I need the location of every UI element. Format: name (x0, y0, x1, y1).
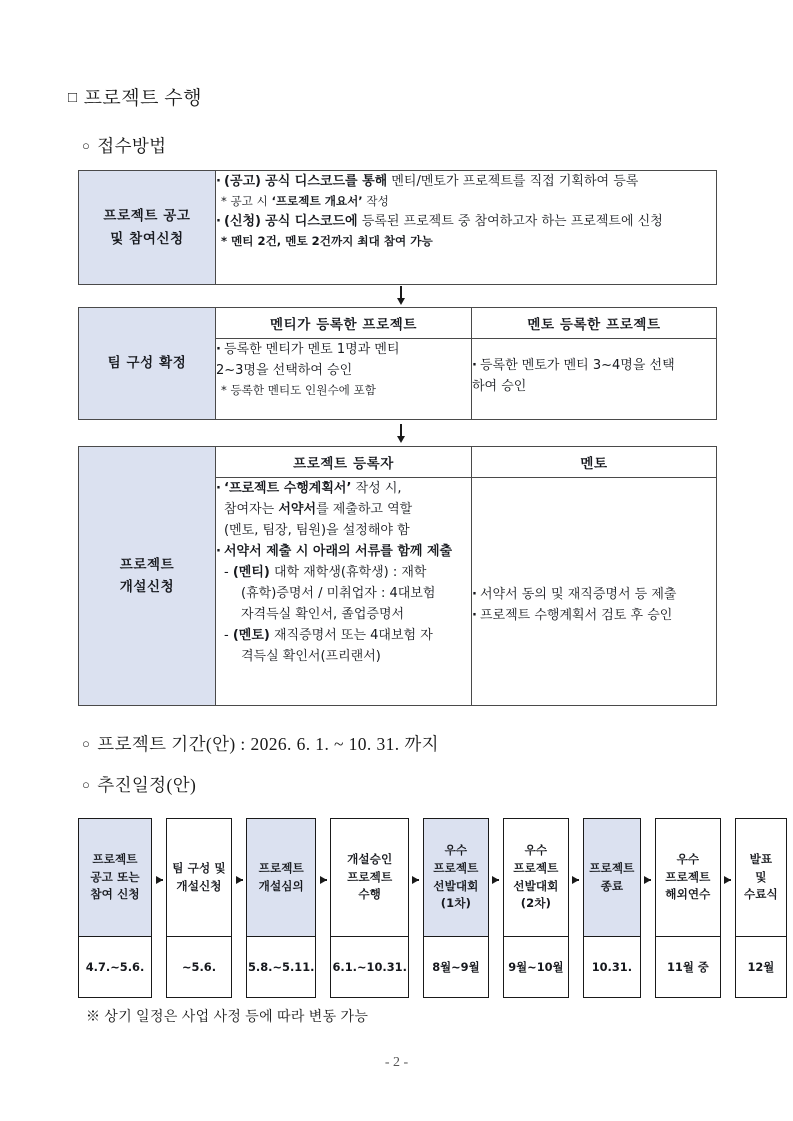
row-header-line2: 개설신청 (119, 579, 175, 595)
label-line: 수료식 (743, 887, 778, 902)
arrow-head-icon (492, 876, 499, 884)
mentee-tag: (멘티) (232, 565, 270, 581)
timeline-step-label (79, 819, 151, 937)
arrow-head-icon (156, 876, 163, 884)
page-number: - 2 - (384, 1055, 409, 1070)
heading-receipt-method (82, 133, 167, 158)
timeline-step-7 (583, 818, 641, 998)
label-line: 프로젝트 (347, 869, 393, 884)
heading-schedule-text: 추진일정(안) (97, 775, 197, 795)
announcement-tag-1: (공고) (224, 174, 261, 189)
mentor-doc-1: 재직증명서 또는 4대보험 자 (269, 628, 433, 644)
mentee-doc-2: (휴학)증명서 / 미취업자 : 4대보험 (241, 586, 436, 602)
label-line: 프로젝트 (433, 860, 479, 875)
row-header-line1: 프로젝트 (119, 556, 175, 573)
label-line: 발표 (749, 852, 773, 867)
mentor-doc-2: 격득실 확인서(프리랜서) (241, 649, 381, 665)
col-header-mentor-project: 멘토 등록한 프로젝트 (472, 308, 717, 339)
note-bold-1: ‘프로젝트 개요서’ (271, 194, 363, 209)
timeline-step-date: 10.31. (584, 937, 640, 997)
timeline-step-label (331, 819, 407, 937)
announcement-rest-1: 멘티/멘토가 프로젝트를 직접 기획하여 등록 (391, 174, 639, 189)
timeline-arrow-right-icon (232, 790, 246, 970)
label-line: 개설심의 (258, 878, 304, 893)
table-project-opening (78, 446, 717, 706)
cell-mentee-registered (216, 339, 472, 420)
timeline-step-5 (423, 818, 489, 998)
note-suffix-1: 작성 (362, 194, 389, 209)
flow-arrow-down-2 (395, 424, 407, 444)
label-line: 종료 (600, 878, 624, 893)
timeline-step-date: 11월 중 (656, 937, 720, 997)
cell-registrant-duties (216, 478, 472, 706)
timeline-step-label (424, 819, 488, 937)
timeline-step-label-text (347, 851, 392, 904)
timeline-arrow-right-icon (569, 790, 583, 970)
label-line: (1차) (440, 896, 472, 911)
heading-project-period (82, 731, 439, 756)
plan-doc-name: ‘프로젝트 수행계획서’ (224, 481, 352, 496)
timeline-step-label (504, 819, 568, 937)
col-header-registrant: 프로젝트 등록자 (216, 447, 472, 478)
mentor-tag: (멘토) (232, 628, 270, 644)
timeline-step-label-text (744, 851, 778, 904)
row-header-announcement (79, 171, 216, 285)
label-line: 프로젝트 (513, 860, 559, 875)
label-line: 개설신청 (176, 878, 222, 893)
table-project-announcement (78, 170, 717, 285)
arrow-head-icon (397, 298, 405, 305)
timeline-step-date: 4.7.~5.6. (79, 937, 151, 997)
heading-schedule (82, 772, 196, 797)
timeline-step-date: 8월~9월 (424, 937, 488, 997)
timeline-step-label-text (433, 842, 478, 912)
announcement-note-1 (216, 192, 716, 211)
timeline-step-label-text (90, 851, 139, 904)
mentor-duty-2: · 프로젝트 수행계획서 검토 후 승인 (472, 605, 716, 626)
label-line: 프로젝트 (589, 860, 635, 875)
timeline-arrow-right-icon (641, 790, 655, 970)
pledge-suffix: 를 제출하고 역할 (316, 502, 413, 518)
label-line: 프로젝트 (92, 852, 138, 867)
timeline-step-6 (503, 818, 569, 998)
timeline-step-label (167, 819, 231, 937)
heading-period-text: 프로젝트 기간(안) : 2026. 6. 1. ~ 10. 31. 까지 (97, 734, 439, 754)
label-line: 선발대회 (433, 878, 479, 893)
label-line: 우수 (444, 843, 468, 858)
row-header-line1: 프로젝트 공고 (103, 208, 191, 225)
announcement-rest-2: 등록된 프로젝트 중 참여하고자 하는 프로젝트에 신청 (361, 213, 663, 229)
pledge-bold: 서약서 (278, 502, 317, 518)
label-line: 선발대회 (513, 878, 559, 893)
timeline-arrow-right-icon (721, 790, 735, 970)
timeline-step-date: 9월~10월 (504, 937, 568, 997)
table-row (79, 171, 717, 285)
pledge-prefix: 참여자는 (224, 502, 279, 518)
arrow-head-icon (572, 876, 579, 884)
row-header-team: 팀 구성 확정 (79, 308, 216, 420)
mentee-doc-1: 대학 재학생(휴학생) : 재학 (269, 565, 427, 581)
registrant-item-1-line2 (216, 499, 471, 520)
timeline-step-label (736, 819, 786, 937)
label-line: 우수 (676, 852, 700, 867)
timeline-step-9 (735, 818, 787, 998)
schedule-timeline (78, 818, 778, 998)
timeline-step-date: 12월 (736, 937, 786, 997)
registrant-item-1-line3: (멘토, 팀장, 팀원)을 설정해야 함 (224, 523, 410, 539)
timeline-step-label (656, 819, 720, 937)
registrant-item-1 (216, 478, 471, 499)
label-line: 수행 (358, 887, 381, 902)
timeline-arrow-right-icon (409, 790, 423, 970)
timeline-step-date: 5.8.~5.11. (247, 937, 315, 997)
label-line: (2차) (520, 896, 552, 911)
timeline-step-3 (246, 818, 316, 998)
cell-mentor-duties (472, 478, 717, 706)
arrow-head-icon (724, 876, 731, 884)
registrant-item-2: · 서약서 제출 시 아래의 서류를 함께 제출 (216, 541, 471, 562)
timeline-step-label-text (259, 860, 304, 895)
plan-doc-rest: 작성 시, (351, 481, 402, 496)
timeline-step-8 (655, 818, 721, 998)
row-header-line2: 및 참여신청 (110, 230, 184, 247)
announcement-tag-2: (신청) (224, 213, 261, 229)
mentee-doc-3: 자격득실 확인서, 졸업증명서 (241, 607, 405, 623)
timeline-arrow-right-icon (489, 790, 503, 970)
timeline-step-label-text (665, 851, 710, 904)
timeline-step-date: 6.1.~10.31. (331, 937, 407, 997)
timeline-step-date: ~5.6. (167, 937, 231, 997)
announcement-bullet-2 (216, 211, 716, 232)
cell-announcement-detail (216, 171, 717, 285)
label-line: 해외연수 (665, 887, 711, 902)
timeline-step-label (247, 819, 315, 937)
table-header-row (79, 447, 717, 478)
row-header-opening (79, 447, 216, 706)
timeline-step-2 (166, 818, 232, 998)
timeline-step-label-text (172, 860, 225, 895)
timeline-step-label (584, 819, 640, 937)
page-title (68, 83, 202, 110)
label-line: 팀 구성 및 (172, 860, 226, 875)
table-team-formation (78, 307, 717, 420)
label-line: 우수 (524, 843, 548, 858)
timeline-arrow-right-icon (152, 790, 166, 970)
circle-bullet-icon: ○ (82, 777, 91, 792)
registrant-sub-1-line1: - (멘티) 대학 재학생(휴학생) : 재학 (224, 565, 427, 581)
label-line: 프로젝트 (258, 860, 304, 875)
registrant-sub-2-line1: - (멘토) 재직증명서 또는 4대보험 자 (224, 628, 433, 644)
circle-bullet-icon: ○ (82, 138, 91, 153)
label-line: 참여 신청 (90, 887, 140, 902)
timeline-step-label-text (589, 860, 634, 895)
flow-arrow-down-1 (395, 286, 407, 306)
announcement-note-2: * 멘티 2건, 멘토 2건까지 최대 참여 가능 (221, 233, 433, 248)
arrow-head-icon (412, 876, 419, 884)
announcement-bold-1: 공식 디스코드를 통해 (265, 174, 388, 189)
mentor-line-2: 하여 승인 (472, 379, 527, 395)
heading-receipt-text: 접수방법 (97, 136, 167, 156)
page-title-text: 프로젝트 수행 (83, 88, 202, 109)
footnote-text: ※ 상기 일정은 사업 사정 등에 따라 변동 가능 (86, 1010, 369, 1025)
timeline-arrow-right-icon (316, 790, 330, 970)
mentee-line-1: · 등록한 멘티가 멘토 1명과 멘티 (216, 339, 471, 360)
mentee-line-2: 2~3명을 선택하여 승인 (216, 363, 353, 379)
label-line: 프로젝트 (665, 869, 711, 884)
col-header-mentor: 멘토 (472, 447, 717, 478)
square-bullet-icon: □ (68, 90, 78, 106)
announcement-bullet-1 (216, 171, 716, 192)
arrow-head-icon (397, 436, 405, 443)
announcement-bold-2: 공식 디스코드에 (265, 213, 358, 229)
cell-mentor-registered (472, 339, 717, 420)
label-line: 및 (755, 869, 767, 884)
circle-bullet-icon: ○ (82, 736, 91, 751)
label-line: 공고 또는 (90, 869, 140, 884)
label-line: 개설승인 (347, 852, 393, 867)
timeline-step-4 (330, 818, 408, 998)
timeline-step-label-text (513, 842, 558, 912)
table-header-row (79, 308, 717, 339)
timeline-step-1 (78, 818, 152, 998)
mentor-line-1: · 등록한 멘토가 멘티 3~4명을 선택 (472, 355, 716, 376)
arrow-head-icon (236, 876, 243, 884)
col-header-mentee-project: 멘티가 등록한 프로젝트 (216, 308, 472, 339)
note-prefix-1: * 공고 시 (221, 194, 272, 209)
mentee-note: * 등록한 멘티도 인원수에 포함 (221, 383, 376, 398)
arrow-head-icon (320, 876, 327, 884)
mentor-duty-1: · 서약서 동의 및 재직증명서 등 제출 (472, 584, 716, 605)
arrow-head-icon (644, 876, 651, 884)
